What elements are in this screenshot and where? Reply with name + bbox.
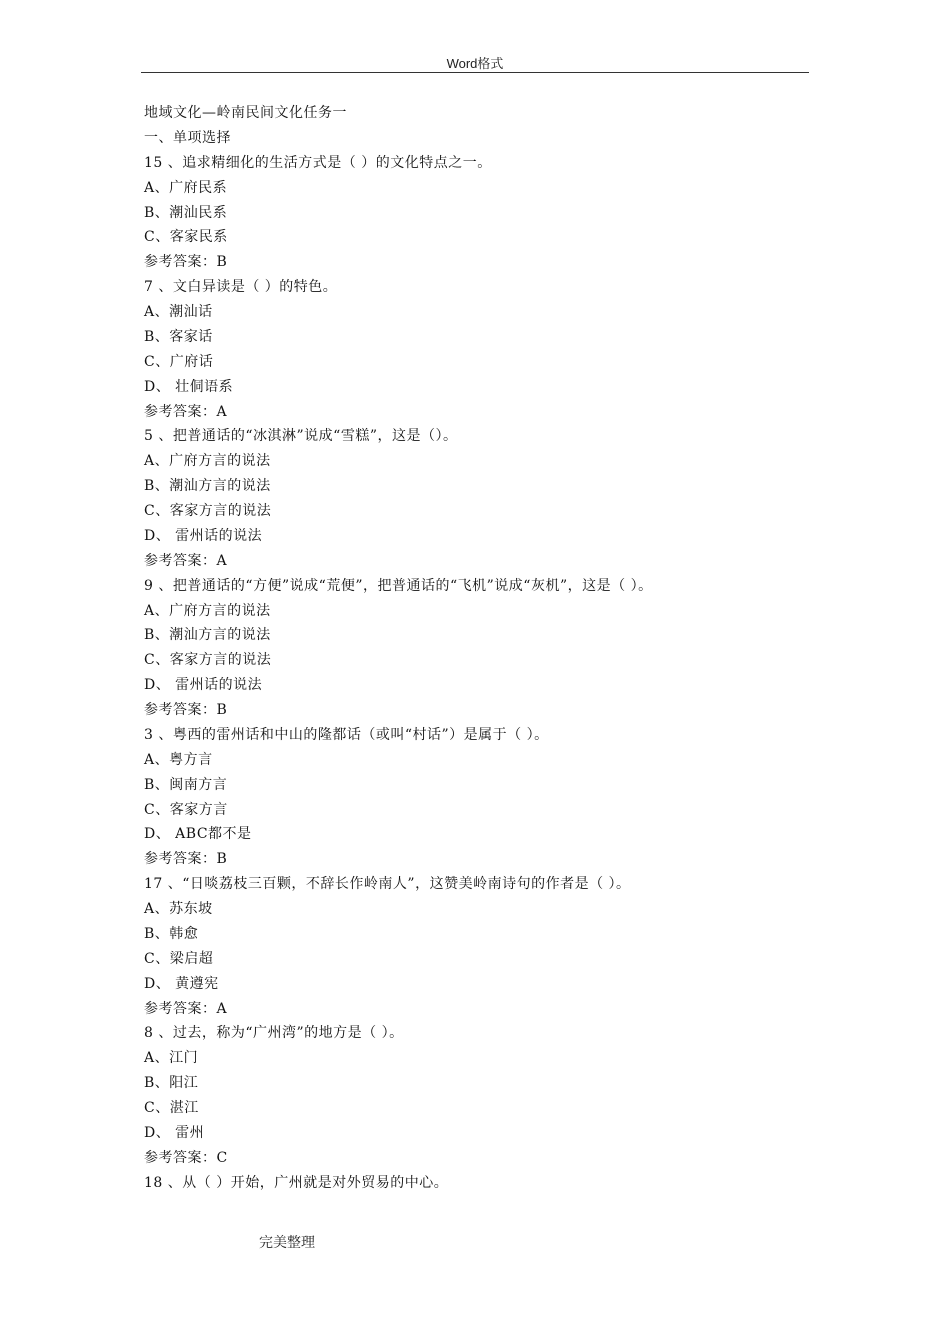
question-9: 9 、把普通话的“方便”说成“荒便”，把普通话的“飞机”说成“灰机”，这是（ ）。	[144, 577, 653, 594]
option-line: A、苏东坡	[144, 901, 213, 917]
answer-line: 参考答案：B	[144, 702, 228, 718]
option-line: C、客家方言	[144, 801, 228, 818]
answer-line: 参考答案：A	[144, 1000, 228, 1017]
option-line: A、广府方言的说法	[144, 453, 271, 470]
header-rule	[141, 72, 809, 73]
answer-line: 参考答案：C	[144, 1149, 228, 1166]
question-5: 5 、把普通话的“冰淇淋”说成“雪糕”，这是（）。	[144, 428, 458, 445]
answer-line: 参考答案：A	[144, 552, 228, 569]
option-line: C、客家方言的说法	[144, 503, 272, 519]
option-line: C、湛江	[144, 1100, 199, 1116]
option-line: C、客家方言的说法	[144, 652, 272, 669]
option-line: D、 雷州话的说法	[144, 527, 263, 544]
option-line: C、广府话	[144, 353, 214, 370]
page-header: Word格式	[446, 56, 504, 71]
option-line: A、广府方言的说法	[144, 602, 271, 619]
option-line: B、潮汕方言的说法	[144, 478, 271, 495]
document-title: 地域文化—岭南民间文化任务一	[144, 105, 347, 121]
option-line: B、客家话	[144, 328, 213, 345]
option-line: D、 壮侗语系	[144, 378, 234, 395]
option-line: A、粤方言	[144, 751, 213, 768]
option-line: C、梁启超	[144, 950, 214, 967]
option-line: B、潮汕民系	[144, 204, 228, 221]
question-18: 18 、从（ ）开始，广州就是对外贸易的中心。	[144, 1174, 449, 1191]
option-line: B、闽南方言	[144, 776, 228, 793]
option-line: D、 黄遵宪	[144, 975, 219, 992]
option-line: C、客家民系	[144, 229, 228, 246]
option-line: B、潮汕方言的说法	[144, 627, 271, 644]
option-line: B、阳江	[144, 1075, 199, 1092]
option-line: B、韩愈	[144, 925, 199, 942]
option-line: D、 雷州话的说法	[144, 677, 263, 694]
answer-line: 参考答案：B	[144, 851, 228, 868]
question-17: 17 、“日啖荔枝三百颗，不辞长作岭南人”，这赞美岭南诗句的作者是（ ）。	[144, 876, 631, 893]
option-line: A、潮汕话	[144, 304, 213, 320]
question-8: 8 、过去，称为“广州湾”的地方是（ ）。	[144, 1025, 404, 1042]
section-heading: 一、单项选择	[144, 129, 231, 146]
option-line: A、江门	[144, 1050, 199, 1067]
option-line: D、 雷州	[144, 1124, 205, 1141]
question-7: 7 、文白异读是（ ）的特色。	[144, 279, 338, 296]
answer-line: 参考答案：A	[144, 403, 228, 420]
answer-line: 参考答案：B	[144, 254, 228, 271]
page-footer: 完美整理	[259, 1235, 315, 1251]
option-line: A、广府民系	[144, 179, 228, 196]
document-body	[144, 101, 804, 1196]
question-3: 3 、粤西的雷州话和中山的隆都话（或叫“村话”）是属于（ ）。	[144, 726, 549, 743]
question-15: 15 、追求精细化的生活方式是（ ）的文化特点之一。	[144, 154, 492, 171]
option-line: D、 ABC都不是	[144, 826, 252, 843]
